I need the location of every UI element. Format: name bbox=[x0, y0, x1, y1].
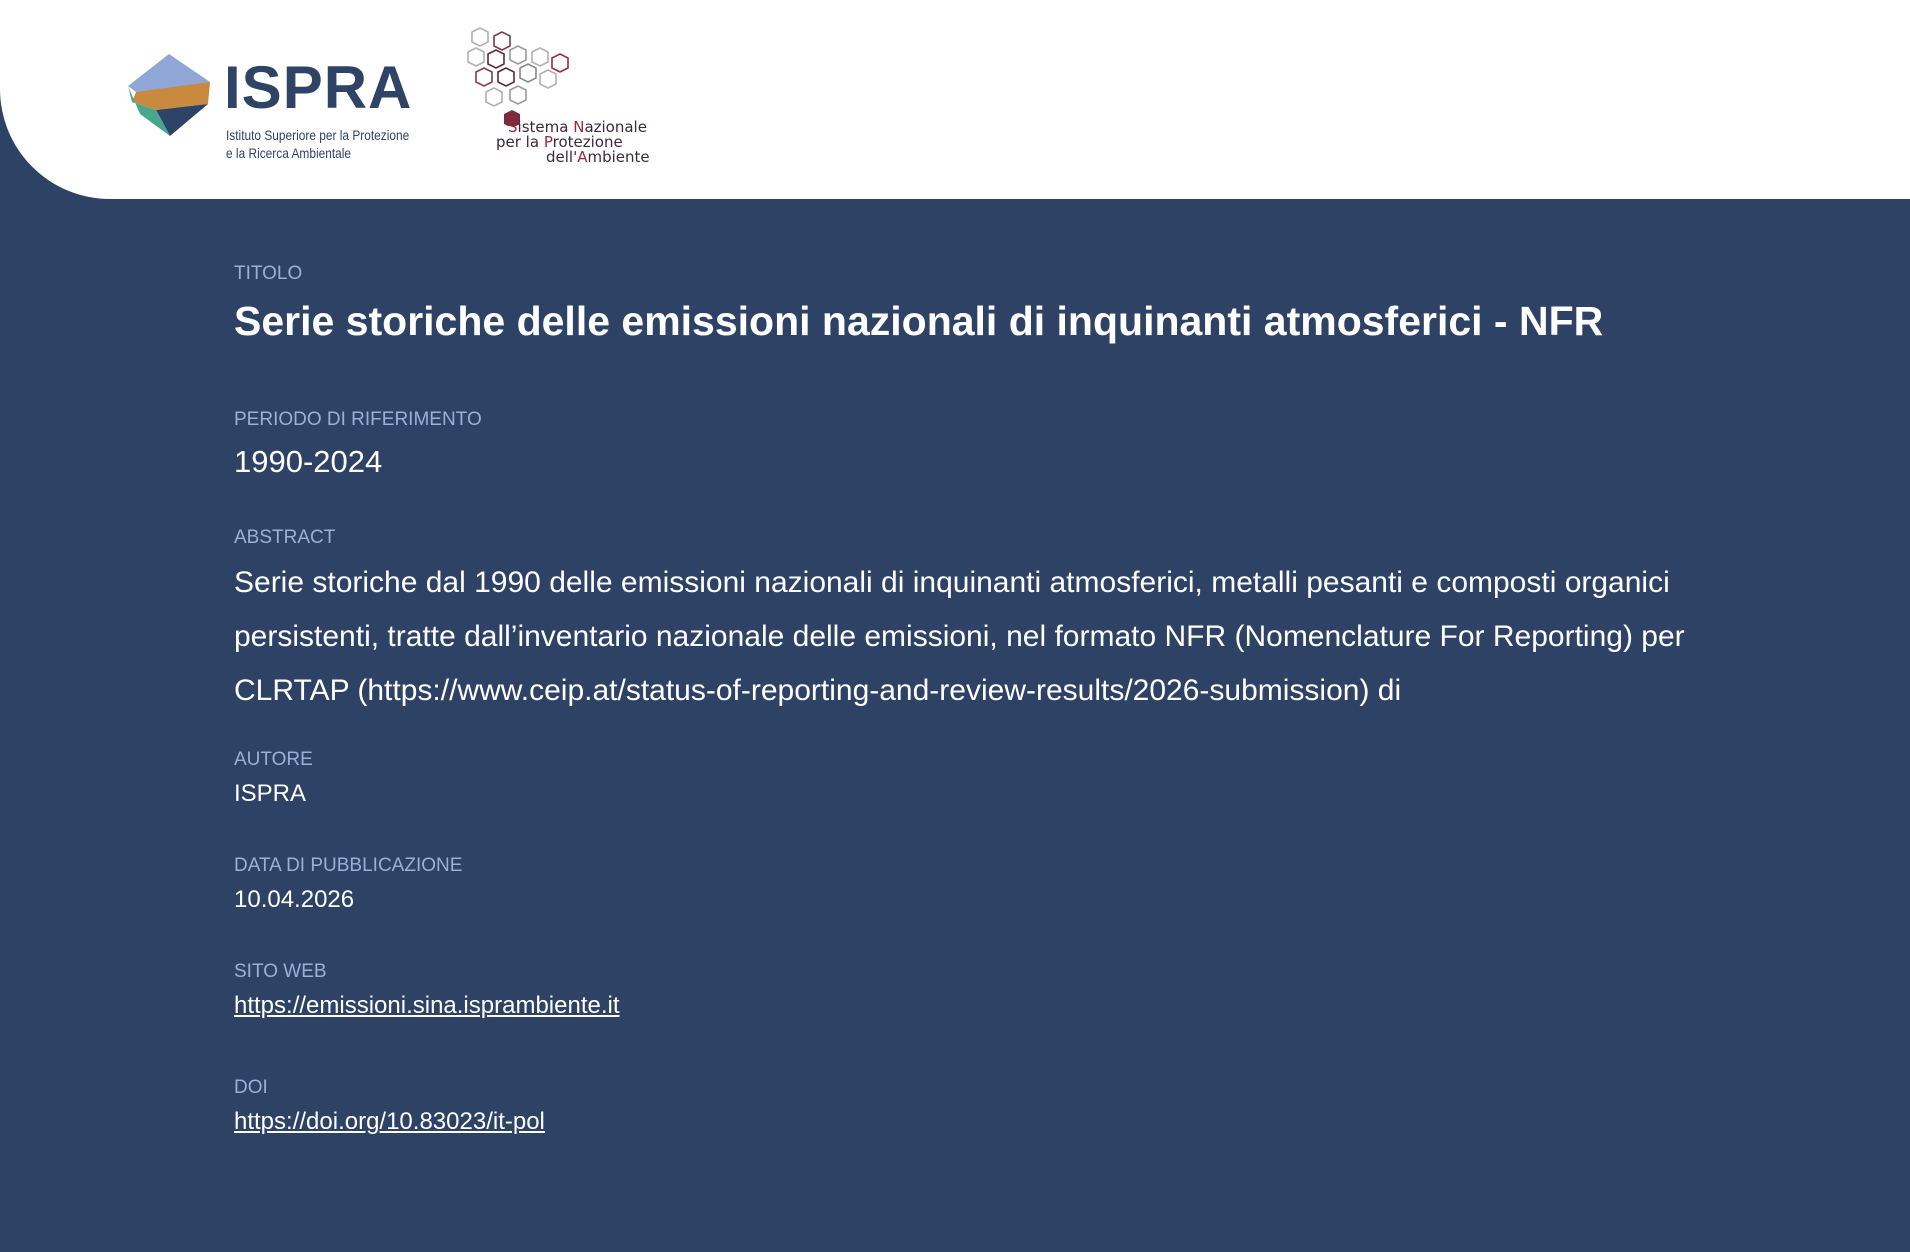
field-autore bbox=[234, 748, 313, 810]
periodo-value: 1990-2024 bbox=[234, 444, 383, 479]
snpa-logo-text: Sistema Nazionale per la Protezione dell'Ambiente bbox=[496, 118, 650, 166]
field-titolo bbox=[234, 262, 1603, 346]
titolo-value: Serie storiche delle emissioni nazionali di inquinanti atmosferici - NFR bbox=[234, 298, 1604, 344]
field-abstract bbox=[234, 526, 1714, 718]
sito-web-link[interactable]: https://emissioni.sina.isprambiente.it bbox=[234, 992, 620, 1019]
snpa-logo bbox=[460, 26, 690, 166]
autore-label: AUTORE bbox=[234, 749, 313, 770]
field-sito-web bbox=[234, 960, 620, 1022]
field-periodo bbox=[234, 408, 482, 482]
sito-web-label: SITO WEB bbox=[234, 961, 327, 982]
ispra-subtitle-line1: Istituto Superiore per la Protezione bbox=[226, 127, 410, 143]
autore-value: ISPRA bbox=[234, 780, 307, 807]
data-pubblicazione-label: DATA DI PUBBLICAZIONE bbox=[234, 855, 463, 876]
ispra-logo-icon bbox=[126, 52, 212, 138]
titolo-label: TITOLO bbox=[234, 263, 303, 284]
abstract-label: ABSTRACT bbox=[234, 527, 336, 548]
ispra-logo bbox=[126, 50, 426, 166]
ispra-logo-subtitle bbox=[226, 126, 409, 162]
ispra-logo-text: ISPRA bbox=[224, 54, 413, 121]
abstract-value: Serie storiche dal 1990 delle emissioni nazionali di inquinanti atmosferici, metalli pesanti e composti organici persistenti, tratte dall’inventario nazionale delle emissioni, nel formato NFR (Nomenclature For Reporting) per CLRTAP (https://www.ceip.at/status-of-reporting-and-review-results/2026-submission) di bbox=[234, 566, 1685, 707]
data-pubblicazione-value: 10.04.2026 bbox=[234, 886, 355, 913]
field-doi bbox=[234, 1076, 545, 1138]
ispra-subtitle-line2: e la Ricerca Ambientale bbox=[226, 145, 352, 161]
page-header bbox=[0, 0, 1910, 199]
periodo-label: PERIODO DI RIFERIMENTO bbox=[234, 409, 482, 430]
doi-label: DOI bbox=[234, 1077, 268, 1098]
doi-link[interactable]: https://doi.org/10.83023/it-pol bbox=[234, 1108, 545, 1135]
field-data-pubblicazione bbox=[234, 854, 462, 916]
snpa-hexagons-icon bbox=[460, 26, 600, 126]
